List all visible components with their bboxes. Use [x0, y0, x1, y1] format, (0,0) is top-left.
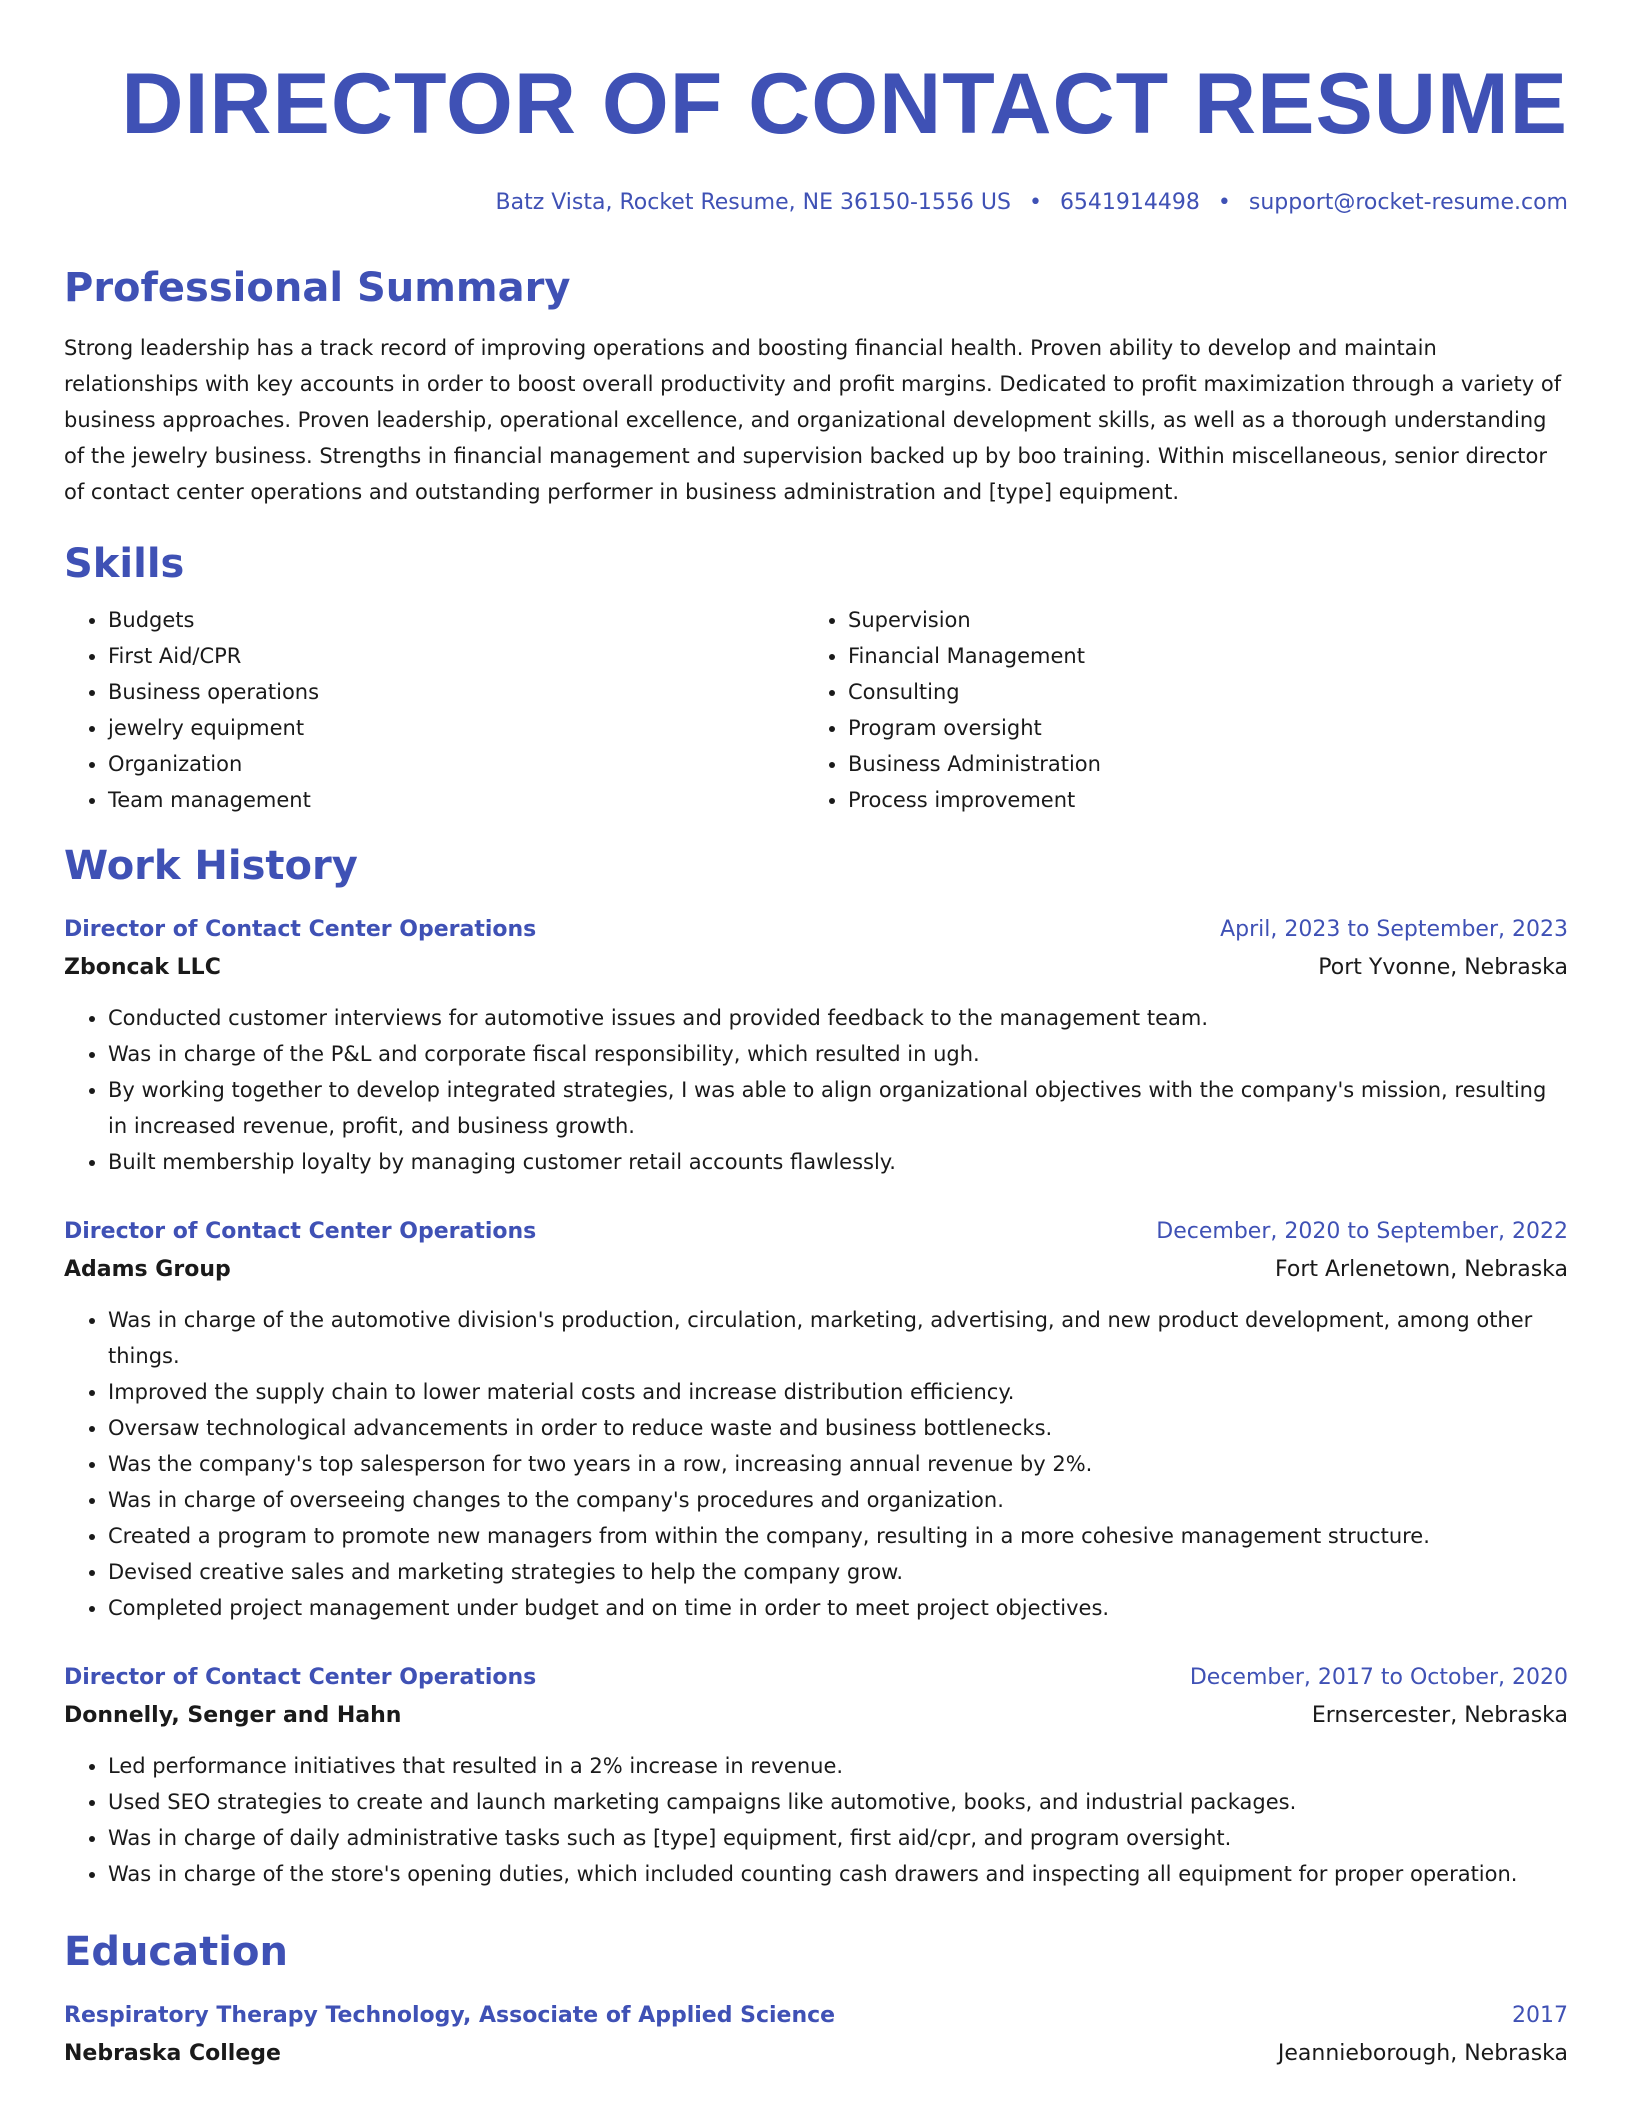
job-bullet: • Was in charge of the automotive division's production, circulation, marketing, advertising, and new product development, among other things.	[108, 1302, 1568, 1374]
education-year: 2017	[1512, 2003, 1568, 2028]
resume-name: DIRECTOR OF CONTACT RESUME	[121, 56, 1568, 152]
skill-item: • Supervision	[848, 602, 1544, 638]
job-bullet: • Created a program to promote new managers from within the company, resulting in a more cohesive management structure.	[108, 1518, 1568, 1554]
contact-separator: •	[1217, 190, 1231, 215]
skill-item: • Business Administration	[848, 746, 1544, 782]
education-degree-row	[64, 1998, 1568, 2034]
skill-item: • Program oversight	[848, 710, 1544, 746]
job-bullet: • Used SEO strategies to create and launch marketing campaigns like automotive, books, and industrial packages.	[108, 1784, 1568, 1820]
job-bullet: • Was in charge of overseeing changes to the company's procedures and organization.	[108, 1482, 1568, 1518]
skill-item: • Consulting	[848, 674, 1544, 710]
job-entry	[64, 1214, 1568, 1626]
education-entry	[64, 1998, 1568, 2074]
job-title: Director of Contact Center Operations	[64, 1219, 537, 1244]
job-entry	[64, 1660, 1568, 1892]
job-company: Donnelly, Senger and Hahn	[64, 1703, 402, 1728]
skill-item: • Financial Management	[848, 638, 1544, 674]
education-degree: Respiratory Therapy Technology, Associate of Applied Science	[64, 2003, 836, 2028]
job-bullet: • Was in charge of the P&L and corporate fiscal responsibility, which resulted in ugh.	[108, 1036, 1568, 1072]
job-bullet: • Conducted customer interviews for automotive issues and provided feedback to the management team.	[108, 1000, 1568, 1036]
summary-text: Strong leadership has a track record of improving operations and boosting financial health. Proven ability to develop and maintain relationships with key accounts in order to boost overall productivity and profit margins. Dedicated to profit maximization through a variety of business approaches. Proven leadership, operational excellence, and organizational development skills, as well as a thorough understanding of the jewelry business. Strengths in financial management and supervision backed up by boo training. Within miscellaneous, senior director of contact center operations and outstanding performer in business administration and [type] equipment.	[64, 336, 1562, 504]
job-header-row	[64, 912, 1568, 948]
contact-address: Batz Vista, Rocket Resume, NE 36150-1556 US	[495, 190, 1011, 215]
job-bullet: • By working together to develop integrated strategies, I was able to align organizational objectives with the company's mission, resulting in increased revenue, profit, and business growth.	[108, 1072, 1568, 1144]
job-company: Zboncak LLC	[64, 955, 221, 980]
job-bullets	[64, 1748, 1568, 1892]
education-location: Jeannieborough, Nebraska	[1277, 2041, 1568, 2066]
skill-item: • Business operations	[108, 674, 804, 710]
job-header-row	[64, 1214, 1568, 1250]
job-location: Fort Arlenetown, Nebraska	[1274, 1257, 1568, 1282]
contact-line	[64, 188, 1568, 218]
job-bullet: • Led performance initiatives that resulted in a 2% increase in revenue.	[108, 1748, 1568, 1784]
job-header-row	[64, 1660, 1568, 1696]
contact-email[interactable]: support@rocket-resume.com	[1248, 190, 1568, 215]
job-title: Director of Contact Center Operations	[64, 1665, 537, 1690]
job-dates: December, 2017 to October, 2020	[1189, 1665, 1568, 1690]
education-school: Nebraska College	[64, 2041, 281, 2066]
job-bullet: • Devised creative sales and marketing strategies to help the company grow.	[108, 1554, 1568, 1590]
summary-heading: Professional Summary	[64, 265, 571, 311]
job-bullet: • Oversaw technological advancements in order to reduce waste and business bottlenecks.	[108, 1410, 1568, 1446]
skill-item: • Process improvement	[848, 782, 1544, 818]
skill-item: • Budgets	[108, 602, 804, 638]
education-school-row	[64, 2034, 1568, 2074]
skills-columns	[64, 602, 1568, 818]
skill-item: • Team management	[108, 782, 804, 818]
job-bullet: • Built membership loyalty by managing customer retail accounts flawlessly.	[108, 1144, 1568, 1180]
job-bullet: • Was in charge of daily administrative tasks such as [type] equipment, first aid/cpr, and program oversight.	[108, 1820, 1568, 1856]
skills-list-left	[64, 602, 804, 818]
job-bullet: • Was the company's top salesperson for two years in a row, increasing annual revenue by 2%.	[108, 1446, 1568, 1482]
job-location: Port Yvonne, Nebraska	[1318, 955, 1568, 980]
job-bullet: • Completed project management under budget and on time in order to meet project objectives.	[108, 1590, 1568, 1626]
skill-item: • jewelry equipment	[108, 710, 804, 746]
work-history-heading: Work History	[64, 843, 358, 889]
education-heading: Education	[64, 1929, 288, 1975]
job-location: Ernsercester, Nebraska	[1311, 1703, 1568, 1728]
job-dates: December, 2020 to September, 2022	[1156, 1219, 1568, 1244]
skills-heading: Skills	[64, 541, 185, 587]
skill-item: • Organization	[108, 746, 804, 782]
job-title: Director of Contact Center Operations	[64, 917, 537, 942]
job-bullets	[64, 1000, 1568, 1180]
skill-item: • First Aid/CPR	[108, 638, 804, 674]
job-company: Adams Group	[64, 1257, 231, 1282]
job-company-row	[64, 948, 1568, 988]
job-company-row	[64, 1250, 1568, 1290]
contact-phone: 6541914498	[1059, 190, 1200, 215]
job-bullets	[64, 1302, 1568, 1626]
contact-separator: •	[1028, 190, 1042, 215]
job-entry	[64, 912, 1568, 1180]
job-bullet: • Improved the supply chain to lower material costs and increase distribution efficiency.	[108, 1374, 1568, 1410]
skills-list-right	[804, 602, 1544, 818]
job-bullet: • Was in charge of the store's opening duties, which included counting cash drawers and inspecting all equipment for proper operation.	[108, 1856, 1568, 1892]
job-company-row	[64, 1696, 1568, 1736]
job-dates: April, 2023 to September, 2023	[1220, 917, 1568, 942]
